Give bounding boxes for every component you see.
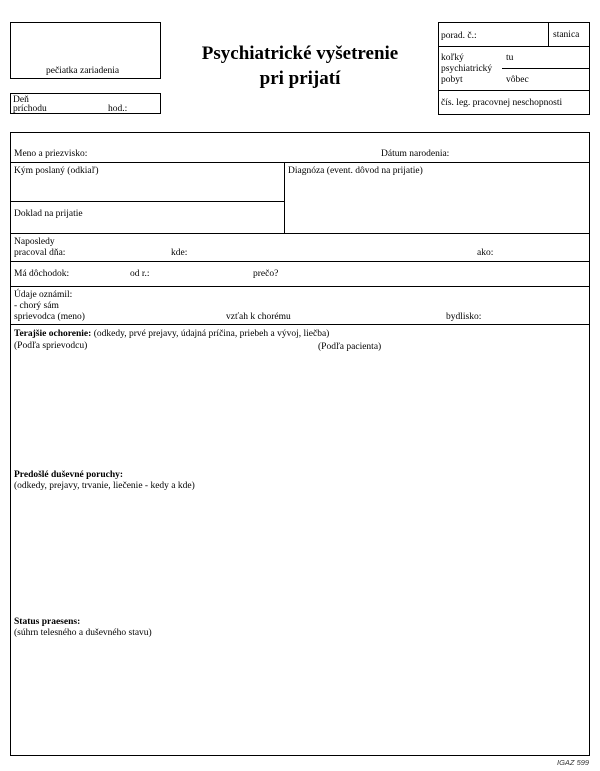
birth-date-field[interactable]: Dátum narodenia: <box>381 149 450 159</box>
page-title-line1: Psychiatrické vyšetrenie <box>201 43 399 64</box>
current-illness-title: Terajšie ochorenie: <box>14 329 92 339</box>
work-position-field[interactable]: ako: <box>477 248 494 258</box>
row-divider-name <box>10 162 590 163</box>
ward-label: stanica <box>553 30 580 40</box>
row-divider-admission <box>10 201 284 202</box>
stamp-label: pečiatka zariadenia <box>46 66 120 76</box>
stay-count-label2: psychiatrický <box>441 64 493 74</box>
pension-reason-field[interactable]: prečo? <box>253 269 279 279</box>
admission-document-field[interactable]: Doklad na prijatie <box>14 209 83 219</box>
registry-divider-1 <box>438 46 590 47</box>
stay-here-label: tu <box>506 53 514 63</box>
diagnosis-field[interactable]: Diagnóza (event. dôvod na prijatie) <box>288 166 423 176</box>
residence-field[interactable]: bydlisko: <box>446 312 482 322</box>
stay-total-label: vôbec <box>506 75 529 85</box>
per-companion-label: (Podľa sprievodcu) <box>14 341 88 351</box>
current-illness-section[interactable] <box>14 329 329 339</box>
row-divider-diagnosis <box>10 233 590 234</box>
row-divider-income <box>10 286 590 287</box>
previous-disorders-title: Predošlé duševné poruchy: <box>14 470 124 480</box>
arrival-day-label: Deň <box>13 95 29 105</box>
last-worked-date-field[interactable]: pracoval dňa: <box>14 248 66 258</box>
registry-divider-2 <box>502 68 590 69</box>
pension-field[interactable]: Má dôchodok: <box>14 269 70 279</box>
informant-label: Údaje oznámil: <box>14 290 73 300</box>
row-divider-work <box>10 261 590 262</box>
stay-count-label1: koľký <box>441 53 464 63</box>
companion-name-field[interactable]: sprievodca (meno) <box>14 312 85 322</box>
order-number-label: porad. č.: <box>441 31 477 41</box>
page-title-line2: pri prijatí <box>259 68 341 89</box>
per-patient-label: (Podľa pacienta) <box>318 342 382 352</box>
previous-disorders-detail: (odkedy, prejavy, trvanie, liečenie - kedy a kde) <box>14 481 195 491</box>
work-place-field[interactable]: kde: <box>171 248 188 258</box>
stay-count-label3: pobyt <box>441 75 463 85</box>
current-illness-detail: (odkedy, prvé prejavy, údajná príčina, priebeh a vývoj, liečba) <box>93 329 330 339</box>
column-divider-diagnosis <box>284 162 285 233</box>
sent-by-field[interactable]: Kým poslaný (odkiaľ) <box>14 166 99 176</box>
main-form <box>10 132 590 756</box>
arrival-label: príchodu <box>13 104 47 114</box>
status-praesens-title: Status praesens: <box>14 617 81 627</box>
arrival-hour-label: hod.: <box>108 104 128 114</box>
last-worked-label: Naposledy <box>14 237 55 247</box>
status-praesens-detail: (súhrn telesného a duševného stavu) <box>14 628 152 638</box>
sick-leave-label: čís. leg. pracovnej neschopnosti <box>441 98 563 108</box>
row-divider-informant <box>10 324 590 325</box>
informant-patient-option[interactable]: - chorý sám <box>14 301 59 311</box>
relation-field[interactable]: vzťah k chorému <box>226 312 291 322</box>
pension-since-field[interactable]: od r.: <box>130 269 150 279</box>
registry-divider-3 <box>438 90 590 91</box>
registry-divider-vertical <box>548 22 549 46</box>
name-field[interactable]: Meno a priezvisko: <box>14 149 88 159</box>
form-code: IGAZ 599 <box>557 758 590 767</box>
